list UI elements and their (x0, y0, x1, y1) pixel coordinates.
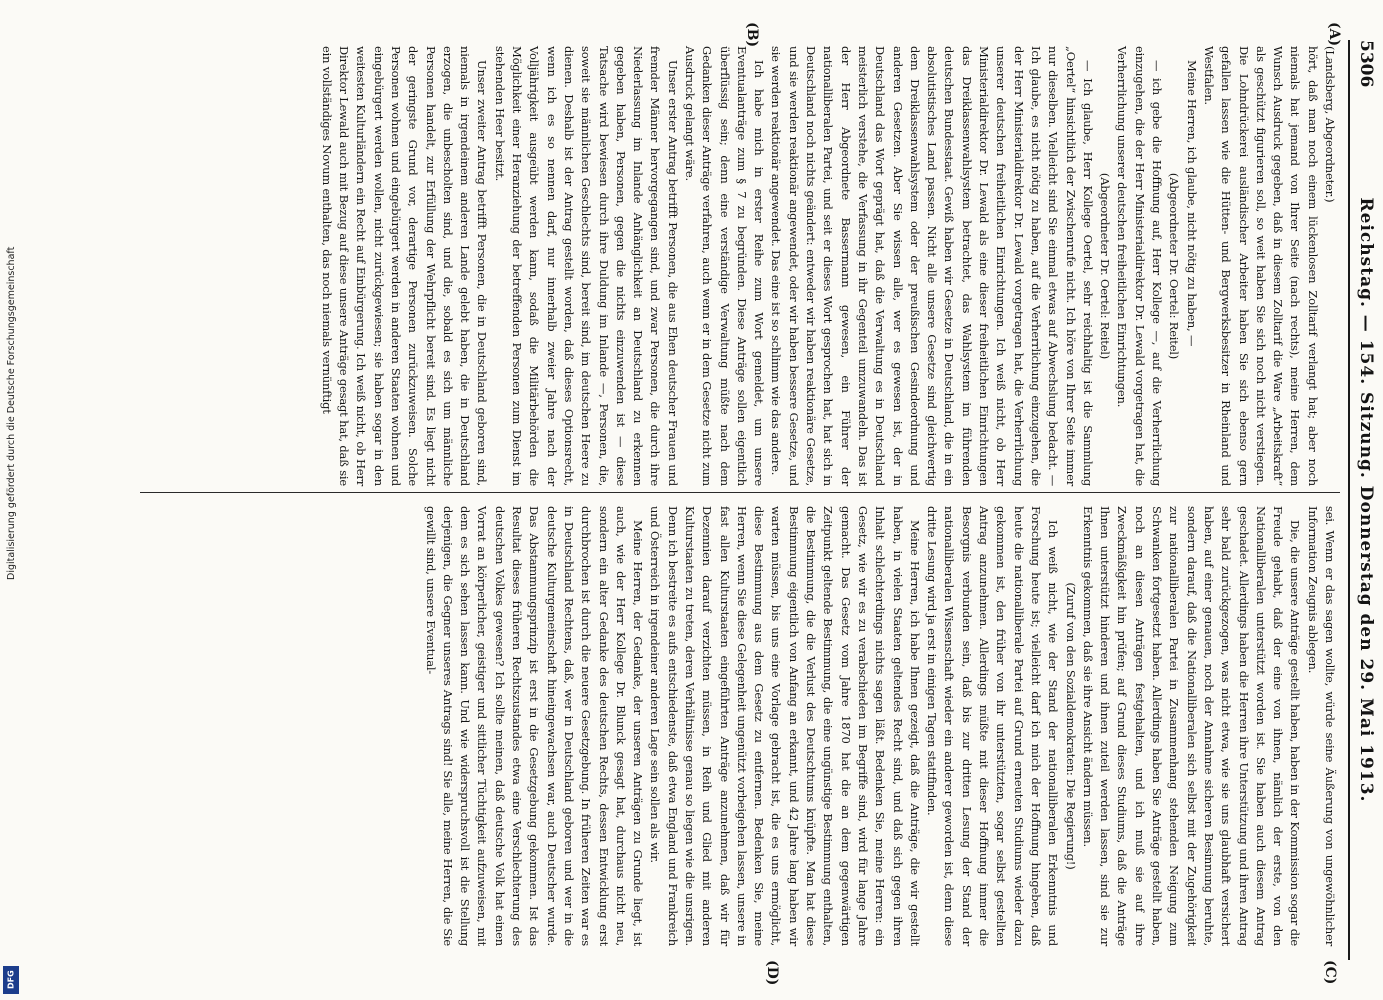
left-column (317, 46, 1338, 486)
paragraph: — Ich glaube, Herr Kollege Oertel, sehr reichhaltig ist die Sammlung „Oertel“ hinsichtlich der Zwischenrufe nicht. Ich höre von Ihrer Seite immer nur dieselben. Vielleicht sind Sie einmal etwas auf Abwechslung bedacht. — Ich glaube, es nicht nötig zu haben, auf die Verherrlichung einzugehen, die der Herr Ministerialdirektor Dr. Lewald vorgetragen hat, die Verherrlichung unserer deutschen freiheitlichen Einrichtungen. Ich weiß nicht, ob Herr Ministerialdirektor Dr. Lewald als eine dieser freiheitlichen Einrichtungen das Dreiklassenwahlsystem betrachtet, das Wahlsystem im führenden deutschen Bundesstaat. Gewiß haben wir Gesetze in Deutschland, die in ein absolutistisches Land passen. Nicht alle unsere Gesetze sind gleichwertig dem Dreiklassenwahlsystem oder der preußischen Gesindeordnung und anderen Gesetzen. Aber Sie wissen alle, wer es gewesen ist, der in Deutschland das Wort geprägt hat, daß die Verwaltung es in Deutschland meisterlich verstehe, die Verfassung in ihr Gegenteil umzuwandeln. Das ist der Herr Abgeordnete Bassermann gewesen, ein Führer der nationalliberalen Partei, und seit er dieses Wort gesprochen hat, hat sich in Deutschland noch nichts geändert: entweder wir haben reaktionäre Gesetze, und sie werden reaktionär angewendet, oder wir haben bessere Gesetze, und sie werden reaktionär angewendet. Das eine ist so schlimm wie das andere. (769, 46, 1095, 486)
page-header (1348, 40, 1380, 960)
paragraph: Unser zweiter Antrag betrifft Personen, die in Deutschland geboren sind, niemals in irgendeinem anderen Lande gelebt haben, die in Deutschland erzogen, die unbescholten sind, und die, sobald es sich um männliche Personen handelt, zur Erfüllung der Wehrpflicht bereit sind. Es liegt nicht der geringste Grund vor, derartige Personen zurückzuweisen. Solche Personen wohnen und eingebürgert werden in anderen Staaten wohnen und eingebürgert werden wollen, nicht zurückgewiesen; sie haben sogar in den weitesten Kulturländern ein Recht auf Einbürgerung. Ich weiß nicht, ob Herr Direktor Lewald auch mit Bezug auf diese unsere Anträge gesagt hat, daß sie ein vollständiges Novum enthalten, das noch niemals vernünftigt (319, 46, 490, 486)
paragraph: Die, die unsere Anträge gestellt haben, haben in der Kommission sogar die Freude gehabt, daß der eine von ihnen, nämlich der erste, von den Nationalliberalen unterstützt worden ist. Sie haben auch diesem Antrag geschadet. Allerdings haben die Herren ihre Unterstützung und ihren Antrag sehr bald zurückgezogen, was nicht etwa, wie sie uns glaubhaft versichert haben, auf einer genauen, noch der Annahme sicheren Besinnung beruhte, sondern darauf, daß die Nationalliberalen sich selbst mit der Zugehörigkeit zur nationalliberalen Partei in Zusammenhang stehenden Neigung zum Schwanken fortgesetzt haben. Allerdings haben Sie Anträge gestellt haben, noch an diesen Anträgen festgehalten, und ich muß sie auf ihre Zweckmäßigkeit hin prüfen; auf Grund dieses Studiums, daß die Anträge Ihnen unterstützt hinderen und ihnen zuteil werden lassen, sind sie zur Erkenntnis gekommen, daß sie ihre Ansicht ändern müssen. (1080, 506, 1303, 946)
digitization-credit: Digitalisierung gefördert durch die Deutsche Forschungsgemeinschaft (6, 246, 17, 580)
document-page (90, 18, 1380, 986)
paragraph: Meine Herren, der Gedanke, der unseren Anträgen zu Grunde liegt, ist auch, wie der Herr Kollege Dr. Blunck gesagt hat, durchaus nicht neu, sondern ein alter Gedanke des deutschen Rechts, dessen Entwicklung erst durchbrochen ist durch die neuere Gesetzgebung. In früheren Zeiten war es in Deutschland Rechtens, daß, wer in Deutschland geboren und wer in die deutsche Kulturgemeinschaft hineingewachsen war, auch Deutscher wurde. Das Abstammungsprinzip ist erst in die Gesetzgebung gekommen. Ist das Resultat dieses früheren Rechtszustandes etwa eine Verschlechterung des deutschen Volkes gewesen? Ich sollte meinen, daß deutsche Volk hat einen Vorrat an körperlicher, geistiger und sittlicher Tüchtigkeit aufzuweisen, mit dem es sich sehen lassen kann. Und wie widerspruchsvoll ist die Stellung derjenigen, die Gegner unseres Antrags sind! Sie alle, meine Herren, die Sie gewillt sind, unsere Eventual- (423, 506, 646, 946)
column-divider (140, 492, 1340, 493)
paragraph: Ich weiß nicht, wie der Stand der nationalliberalen Erkenntnis und Forschung heute ist; vielleicht darf ich mich der Hoffnung hingeben, daß heute die nationalliberale Partei auf Grund erneuten Studiums wieder dazu gekommen ist, den früher von ihr unterstützten, sogar selbst gestellten Antrag anzunehmen. Allerdings müßte mit dieser Hoffnung immer die Besorgnis verbunden sein, daß bis zur dritten Lesung der Stand der nationalliberalen Wissenschaft wieder ein anderer geworden ist, denn diese dritte Lesung wird ja erst in einigen Tagen stattfinden. (925, 506, 1061, 946)
paragraph: hört, daß man noch einem lückenlosen Zolltarif verlangt hat; aber noch niemals hat jemand von Ihrer Seite (nach rechts), meine Herren, dem Wunsch Ausdruck gegeben, daß in diesem Zolltarif die Ware „Arbeitskraft“ als geschützt figurieren soll, so weit haben Sie sich noch nicht verstiegen. Die Lohndrückerei ausländischer Arbeiter haben Sie sich ebenso gern gefallen lassen wie die Hütten- und Bergwerksbesitzer in Rheinland und Westfalen. (1201, 46, 1320, 486)
paragraph: (Landsberg, Abgeordneter.) (1323, 46, 1337, 203)
margin-mark-b: (B) (744, 22, 760, 48)
paragraph: — ich gebe die Hoffnung auf, Herr Kollege —, auf die Verherrlichung einzugehen, die der Herr Ministerialdirektor Dr. Lewald vorgetragen hat, die Verherrlichung unserer deutschen freiheitlichen Einrichtungen. (1115, 46, 1165, 486)
paragraph: Unser erster Antrag betrifft Personen, die aus Ehen deutscher Frauen und fremder Männer hervorgegangen sind, und zwar Personen, die durch ihre Niederlassung im Inlande Anhänglichkeit an Deutschland zu erkennen gegeben haben, Personen, gegen die nichts einzuwenden ist — diese Tatsache wird bewiesen durch ihre Duldung im Inlande —, Personen, die, soweit sie männlichen Geschlechts sind, bereit sind, im deutschen Heere zu dienen. Deshalb ist der Antrag gestellt worden, daß dieses Optionsrecht, wenn ich es so nennen darf, nur innerhalb zweier Jahre nach der Volljährigkeit ausgeübt werden kann, sodaß die Militärbehörden die Möglichkeit einer Heranziehung der betreffenden Personen zum Dienst im stehenden Heer besitzt. (492, 46, 680, 486)
paragraph: (Zuruf von den Sozialdemokraten: Die Regierung!) (1063, 582, 1078, 870)
page-number: 5306 (1356, 40, 1376, 88)
page-title: Reichstag. — 154. Sitzung. Donnerstag den 29. Mai 1913. (1356, 197, 1376, 803)
paragraph: Meine Herren, ich glaube, nicht nötig zu haben, — (1184, 60, 1199, 347)
margin-mark-c: (C) (1322, 960, 1338, 985)
paragraph: (Abgeordneter Dr. Oertel: Reitel) (1098, 172, 1113, 360)
dfg-logo: DFG (3, 966, 19, 994)
paragraph: sei. Wenn er das sagen wollte, würde seine Äußerung von ungewöhnlicher Information Zeugnis ablegen. (1305, 506, 1337, 946)
paragraph: Meine Herren, ich habe Ihnen gezeigt, daß die Anträge, die wir gestellt haben, in vielen Staaten geltendes Recht sind, und daß sich gegen ihren Inhalt schlechterdings nichts sagen läßt. Bedenken Sie, meine Herren: ein Gesetz, wie wir es zu verabschieden im Begriffe sind, wird für lange Jahre gemacht. Das Gesetz vom Jahre 1870 hat die an dem gegenwärtigen Zeitpunkt geltende Bestimmung, die eine ungünstige Bestimmung enthalten, die Bestimmung, die die Verlust des Deutschtums knüpfte. Man hat diese Bestimmung eigentlich von Anfang an erkannt, und 42 Jahre lang haben wir warten müssen, bis uns eine Vorlage gebracht ist, die es uns ermöglicht, diese Bestimmung aus dem Gesetz zu entfernen. Bedenken Sie, meine Herren, wenn Sie diese Gelegenheit ungenützt vorbeigehen lassen, unsere in fast allen Kulturstaaten eingeführten Anträge anzunehmen, daß wir für Dezennien darauf verzichten müssen, in Reih und Glied mit anderen Kulturstaaten zu treten, deren Verhältnisse genau so liegen wie die unsrigen. Denn ich bestreite es aufs entschiedenste, daß etwa England und Frankreich und Österreich in irgendeiner anderen Lage sein sollen als wir. (648, 506, 922, 946)
paragraph: (Abgeordneter Dr. Oertel: Reitel) (1167, 172, 1182, 360)
right-column (421, 506, 1338, 946)
margin-mark-d: (D) (764, 960, 780, 986)
margin-mark-a: (A) (1326, 22, 1342, 47)
paragraph: Ich habe mich in erster Reihe zum Wort gemeldet, um unsere Eventualanträge zum § 7 zu begründen. Diese Anträge sollen eigentlich überflüssig sein; denn eine verständige Verwaltung müßte nach dem Gedanken dieser Anträge verfahren, auch wenn er in dem Gesetze nicht zum Ausdruck gelangt wäre. (683, 46, 767, 486)
